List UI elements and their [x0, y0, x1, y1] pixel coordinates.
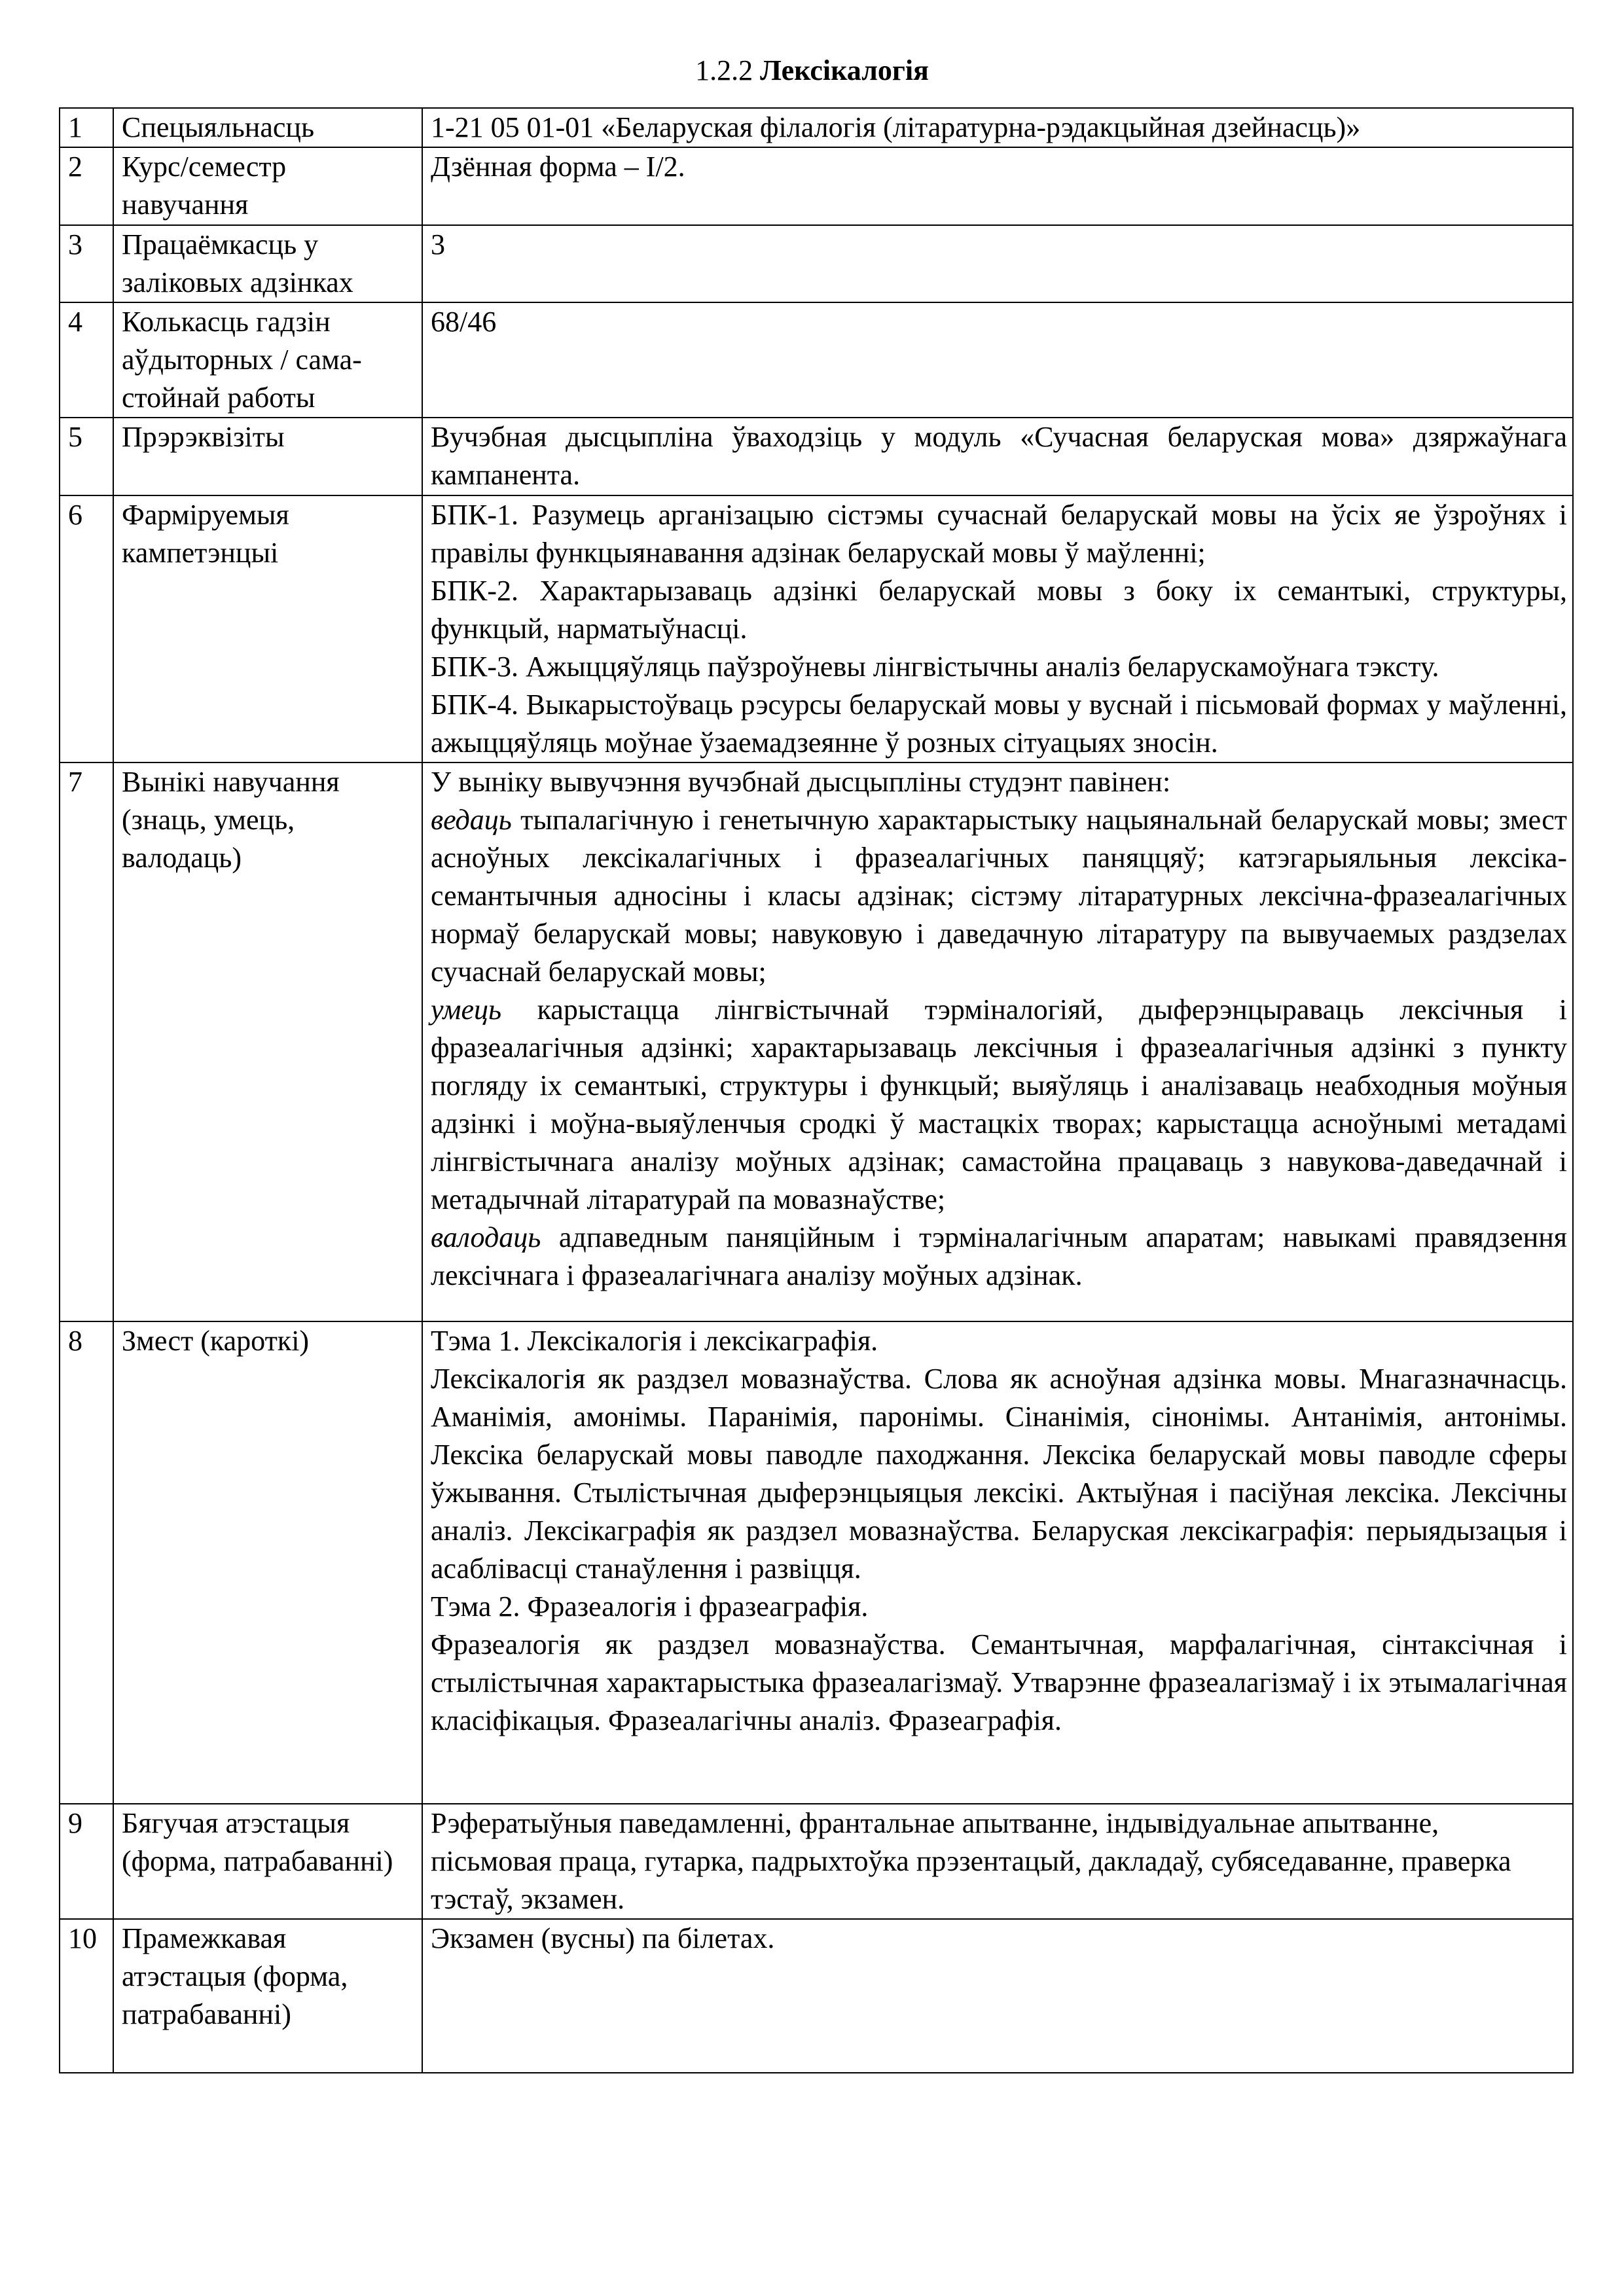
row-content — [422, 495, 1573, 762]
row-number: 6 — [60, 495, 113, 762]
row-content — [422, 418, 1573, 495]
outcome-know — [431, 801, 1567, 991]
row-label: Прэрэквізіты — [113, 418, 422, 495]
row-label: Колькасць гадзін аўдыторных / сама-стойнай работы — [113, 302, 422, 418]
row-content — [422, 147, 1573, 225]
row-label: Фарміруемыя кампетэнцыі — [113, 495, 422, 762]
table-row — [60, 762, 1573, 1321]
row-number: 1 — [60, 108, 113, 147]
row-label: Працаёмкасць у заліковых адзінках — [113, 225, 422, 302]
section-title: Лексікалогія — [760, 54, 929, 86]
competence-bpk-1: БПК-1. Разумець арганізацыю сістэмы сучаснай беларускай мовы на ўсіх яе ўзроўнях і правілы функцыянавання адзінак беларускай мовы ў маўленні; — [431, 499, 1567, 569]
outcome-text: адпаведным паняційным і тэрміналагічным апаратам; навыкамі правядзення лексічнага і фразеалагічнага аналізу моўных адзінак. — [431, 1221, 1567, 1291]
row-number: 2 — [60, 147, 113, 225]
row-label: Вынікі навучання (знаць, умець, валодаць) — [113, 762, 422, 1321]
course-info-table — [59, 107, 1574, 2073]
table-row — [60, 418, 1573, 495]
row-content — [422, 108, 1573, 147]
table-row — [60, 225, 1573, 302]
row-number: 3 — [60, 225, 113, 302]
row-content — [422, 1321, 1573, 1804]
table-row — [60, 147, 1573, 225]
section-number: 1.2.2 — [695, 54, 753, 86]
outcome-can — [431, 991, 1567, 1219]
content-paragraph: 1-21 05 01-01 «Беларуская філалогія (літаратурна-рэдакцыйная дзейнасць)» — [431, 111, 1361, 143]
competence-bpk-4: БПК-4. Выкарыстоўваць рэсурсы беларускай мовы у вуснай і пісьмовай формах у маўленні, ажыццяўляць моўнае ўзаемадзеянне ў розных сітуацыях зносін. — [431, 689, 1567, 759]
row-content — [422, 225, 1573, 302]
row-number: 8 — [60, 1321, 113, 1804]
content-paragraph: 68/46 — [431, 306, 497, 338]
row-label: Змест (кароткі) — [113, 1321, 422, 1804]
topic-1-body: Лексікалогія як раздзел мовазнаўства. Слова як асноўная адзінка мовы. Мнагазначнасць. Аманімія, амонімы. Паранімія, паронімы. Сінанімія, сінонімы. Антанімія, антонімы. Лексіка беларускай мовы паводле паходжання. Лексіка беларускай мовы паводле сферы ўжывання. Стылістычная дыферэнцыяцыя лексікі. Актыўная і пасіўная лексіка. Лексічны аналіз. Лексікаграфія як раздзел мовазнаўства. Беларуская лексікаграфія: перыядызацыя і асаблівасці станаўлення і развіцця. — [431, 1363, 1567, 1585]
row-label: Прамежкавая атэстацыя (форма, патрабаванні) — [113, 1919, 422, 2073]
row-content — [422, 1804, 1573, 1919]
outcome-text: карыстацца лінгвістычнай тэрміналогіяй, дыферэнцыраваць лексічныя і фразеалагічныя адзінкі; характарызаваць лексічныя і фразеалагічныя адзінкі з пункту погляду іх семантыкі, структуры і функцый; выяўляць і аналізаваць неабходныя моўныя адзінкі і моўна-выяўленчыя сродкі ў мастацкіх творах; карыстацца асноўнымі метадамі лінгвістычнага аналізу моўных адзінак; самастойна працаваць з навукова-даведачнай і метадычнай літаратурай па мовазнаўстве; — [431, 994, 1567, 1215]
competence-bpk-2: БПК-2. Характарызаваць адзінкі беларускай мовы з боку іх семантыкі, структуры, функцый, нарматыўнасці. — [431, 575, 1567, 645]
row-number: 4 — [60, 302, 113, 418]
row-content — [422, 1919, 1573, 2073]
topic-2-body: Фразеалогія як раздзел мовазнаўства. Семантычная, марфалагічная, сінтаксічная і стылістычная характарыстыка фразеалагізмаў. Утварэнне фразеалагізмаў і іх этымалагічная класіфікацыя. Фразеалагічны аналіз. Фразеаграфія. — [431, 1628, 1567, 1736]
row-number: 5 — [60, 418, 113, 495]
outcomes-intro: У выніку вывучэння вучэбнай дысцыпліны студэнт павінен: — [431, 766, 1171, 798]
outcome-lead: ведаць — [431, 804, 512, 836]
row-number: 7 — [60, 762, 113, 1321]
content-paragraph: Экзамен (вусны) па білетах. — [431, 1922, 775, 1954]
table-row — [60, 108, 1573, 147]
content-paragraph: Рэфератыўныя паведамленні, франтальнае апытванне, індывідуальнае апытванне, пісьмовая праца, гутарка, падрыхтоўка прэзентацый, дакладаў, субяседаванне, праверка тэстаў, экзамен. — [431, 1807, 1511, 1915]
outcome-lead: умець — [431, 994, 502, 1026]
table-row — [60, 302, 1573, 418]
row-number: 10 — [60, 1919, 113, 2073]
table-row — [60, 1919, 1573, 2073]
outcome-text: тыпалагічную і генетычную характарыстыку нацыянальнай беларускай мовы; змест асноўных лексікалагічных і фразеалагічных паняццяў; катэгарыяльныя лексіка-семантычныя адносіны і класы адзінак; сістэму літаратурных лексічна-фразеалагічных нормаў беларускай мовы; навуковую і даведачную літаратуру па вывучаемых раздзелах сучаснай беларускай мовы; — [431, 804, 1567, 988]
content-paragraph: 3 — [431, 228, 445, 260]
table-row — [60, 1321, 1573, 1804]
content-paragraph: Вучэбная дысцыпліна ўваходзіць у модуль «Сучасная беларуская мова» дзяржаўнага кампанента. — [431, 421, 1567, 491]
row-content — [422, 762, 1573, 1321]
outcome-lead: валодаць — [431, 1221, 541, 1253]
topic-1-title: Тэма 1. Лексікалогія і лексікаграфія. — [431, 1325, 878, 1357]
table-row — [60, 1804, 1573, 1919]
competence-bpk-3: БПК-3. Ажыццяўляць паўзроўневы лінгвістычны аналіз беларускамоўнага тэксту. — [431, 651, 1439, 683]
row-number: 9 — [60, 1804, 113, 1919]
row-label: Спецыяльнасць — [113, 108, 422, 147]
section-heading — [0, 51, 1624, 90]
row-content — [422, 302, 1573, 418]
table-row — [60, 495, 1573, 762]
content-paragraph: Дзённая форма – I/2. — [431, 151, 685, 183]
outcome-master — [431, 1219, 1567, 1295]
row-label: Бягучая атэстацыя (форма, патрабаванні) — [113, 1804, 422, 1919]
row-label: Курс/семестр навучання — [113, 147, 422, 225]
topic-2-title: Тэма 2. Фразеалогія і фразеаграфія. — [431, 1590, 869, 1623]
